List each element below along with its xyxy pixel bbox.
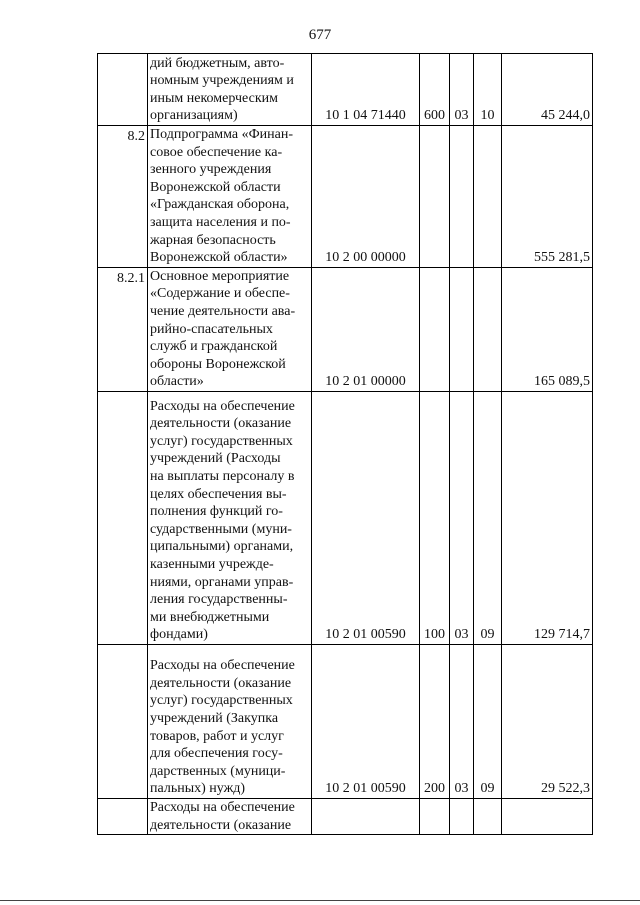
row-number	[98, 54, 148, 126]
section-code: 03	[450, 644, 474, 798]
subsection-code	[474, 126, 502, 268]
table-row	[98, 798, 593, 834]
expense-type-code	[420, 126, 450, 268]
row-amount: 165 089,5	[502, 267, 593, 391]
page-number: 677	[308, 27, 332, 43]
expense-type-code: 100	[420, 391, 450, 644]
table-row	[98, 126, 593, 268]
row-description: Расходы на обеспечение деятельности (оказание услуг) государственных учреждений (Расходы на выплаты персоналу в целях обеспечения вы- полнения функций го- сударственными (муни- ципальными) органами, казенными учрежде- ниями, органами управ- ления государственны- ми внебюджетными фондами)	[148, 391, 312, 644]
row-description: Расходы на обеспечение деятельности (оказание	[148, 798, 312, 834]
row-amount	[502, 798, 593, 834]
table-row	[98, 391, 593, 644]
subsection-code: 10	[474, 54, 502, 126]
row-description: Основное мероприятие «Содержание и обеспе- чение деятельности ава- рийно-спасательных служб и гражданской обороны Воронежской области»	[148, 267, 312, 391]
row-amount: 555 281,5	[502, 126, 593, 268]
expense-type-code	[420, 798, 450, 834]
row-description: Подпрограмма «Финан- совое обеспечение ка- зенного учреждения Воронежской области «Гражданская оборона, защита населения и по- жарная безопасность Воронежской области»	[148, 126, 312, 268]
row-amount: 45 244,0	[502, 54, 593, 126]
target-article-code: 10 2 01 00590	[312, 644, 420, 798]
row-number: 8.2	[98, 126, 148, 268]
table-row	[98, 644, 593, 798]
section-code: 03	[450, 391, 474, 644]
subsection-code: 09	[474, 391, 502, 644]
target-article-code: 10 2 01 00590	[312, 391, 420, 644]
budget-table	[97, 53, 593, 835]
expense-type-code	[420, 267, 450, 391]
table-row	[98, 54, 593, 126]
row-description: Расходы на обеспечение деятельности (оказание услуг) государственных учреждений (Закупка товаров, работ и услуг для обеспечения госу- дарственных (муници- пальных) нужд)	[148, 644, 312, 798]
subsection-code: 09	[474, 644, 502, 798]
row-amount: 29 522,3	[502, 644, 593, 798]
target-article-code	[312, 798, 420, 834]
footer-rule	[0, 900, 640, 901]
row-number	[98, 391, 148, 644]
expense-type-code: 600	[420, 54, 450, 126]
row-number: 8.2.1	[98, 267, 148, 391]
row-number	[98, 798, 148, 834]
row-number	[98, 644, 148, 798]
section-code: 03	[450, 54, 474, 126]
section-code	[450, 267, 474, 391]
target-article-code: 10 1 04 71440	[312, 54, 420, 126]
target-article-code: 10 2 01 00000	[312, 267, 420, 391]
section-code	[450, 126, 474, 268]
expense-type-code: 200	[420, 644, 450, 798]
subsection-code	[474, 267, 502, 391]
target-article-code: 10 2 00 00000	[312, 126, 420, 268]
subsection-code	[474, 798, 502, 834]
table-row	[98, 267, 593, 391]
section-code	[450, 798, 474, 834]
row-amount: 129 714,7	[502, 391, 593, 644]
row-description: дий бюджетным, авто- номным учреждениям и иным некомерческим организациям)	[148, 54, 312, 126]
